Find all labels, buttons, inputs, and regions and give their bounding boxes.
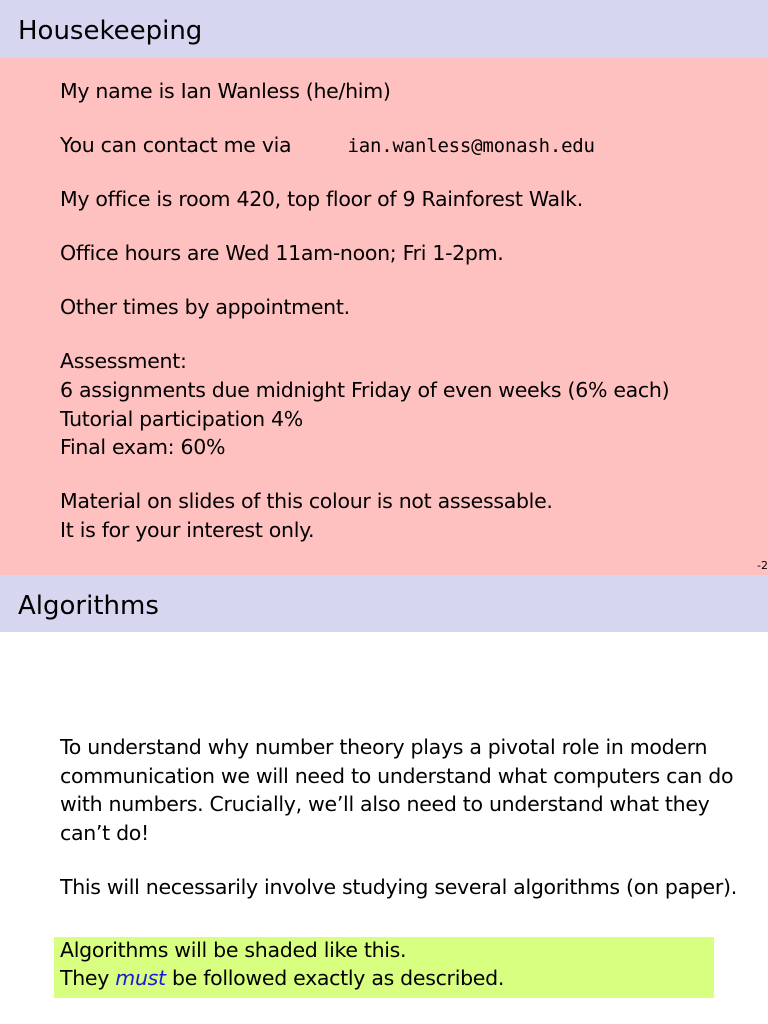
- slide-title: Algorithms: [0, 575, 768, 632]
- emphasis-must: must: [115, 966, 166, 990]
- interest-note: It is for your interest only.: [60, 518, 315, 542]
- box-text-after: be followed exactly as described.: [171, 966, 505, 990]
- paragraph-line: To understand why number theory plays a pivotal role in modern: [60, 735, 708, 759]
- office-line: My office is room 420, top floor of 9 Rainforest Walk.: [60, 187, 583, 211]
- algorithm-box-line1: Algorithms will be shaded like this.: [60, 938, 407, 962]
- assessment-item: Tutorial participation 4%: [60, 407, 303, 431]
- name-line: My name is Ian Wanless (he/him): [60, 79, 391, 103]
- contact-line: [60, 131, 595, 160]
- contact-label: You can contact me via: [60, 133, 292, 157]
- slide-title: Housekeeping: [0, 0, 768, 58]
- box-text-before: They: [60, 966, 110, 990]
- office-hours-line: Office hours are Wed 11am-noon; Fri 1-2pm.: [60, 241, 504, 265]
- material-note: Material on slides of this colour is not assessable.: [60, 489, 553, 513]
- other-times-line: Other times by appointment.: [60, 295, 350, 319]
- contact-email: ian.wanless@monash.edu: [347, 135, 595, 157]
- assessment-item: Final exam: 60%: [60, 435, 226, 459]
- assessment-heading: Assessment:: [60, 349, 187, 373]
- paragraph-line: communication we will need to understand what computers can do: [60, 764, 734, 788]
- algorithms-paragraph: This will necessarily involve studying several algorithms (on paper).: [60, 875, 737, 899]
- algorithms-slide: [0, 575, 768, 1024]
- paragraph-line: can’t do!: [60, 821, 149, 845]
- assessment-item: 6 assignments due midnight Friday of even weeks (6% each): [60, 378, 670, 402]
- algorithm-box-line2: [60, 964, 504, 992]
- paragraph-line: with numbers. Crucially, we’ll also need to understand what they: [60, 792, 710, 816]
- page-number: -2: [757, 559, 768, 572]
